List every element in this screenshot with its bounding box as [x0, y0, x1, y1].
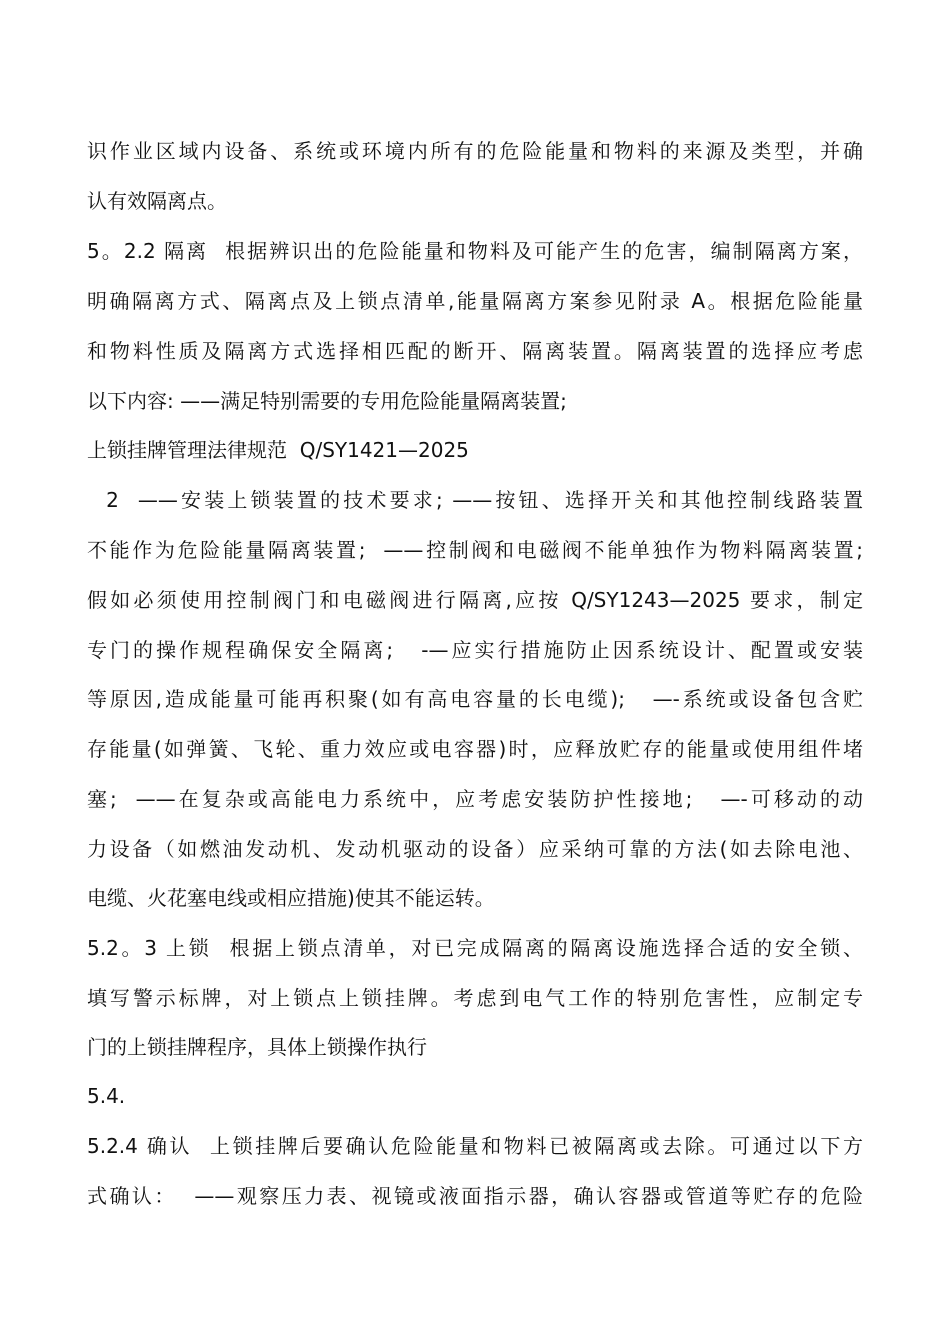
text-line-11: 专门的操作规程确保安全隔离; -—应实行措施防止因系统设计、配置或安装 [87, 638, 863, 662]
text-line-9: 不能作为危险能量隔离装置; ——控制阀和电磁阀不能单独作为物料隔离装置; [87, 538, 863, 562]
text-line-8: 2 ——安装上锁装置的技术要求; ——按钮、选择开关和其他控制线路装置 [87, 488, 863, 512]
text-line-13: 存能量(如弹簧、飞轮、重力效应或电容器)时，应释放贮存的能量或使用组件堵 [87, 737, 863, 761]
text-line-10: 假如必须使用控制阀门和电磁阀进行隔离,应按 Q/SY1243—2025 要求，制定 [87, 588, 863, 612]
text-line-3: 5。2.2 隔离 根据辨识出的危险能量和物料及可能产生的危害，编制隔离方案， [87, 239, 863, 263]
text-line-1: 识作业区域内设备、系统或环境内所有的危险能量和物料的来源及类型，并确 [87, 139, 863, 163]
text-line-21: 5.2.4 确认 上锁挂牌后要确认危险能量和物料已被隔离或去除。可通过以下方 [87, 1134, 863, 1158]
text-line-17: 5.2。3 上锁 根据上锁点清单，对已完成隔离的隔离设施选择合适的安全锁、 [87, 936, 863, 960]
text-line-5: 和物料性质及隔离方式选择相匹配的断开、隔离装置。隔离装置的选择应考虑 [87, 339, 863, 363]
text-line-12: 等原因,造成能量可能再积聚(如有高电容量的长电缆); —-系统或设备包含贮 [87, 687, 863, 711]
text-line-15: 力设备（如燃油发动机、发动机驱动的设备）应采纳可靠的方法(如去除电池、 [87, 837, 863, 861]
text-line-14: 塞; ——在复杂或高能电力系统中，应考虑安装防护性接地; —-可移动的动 [87, 787, 863, 811]
text-line-18: 填写警示标牌，对上锁点上锁挂牌。考虑到电气工作的特别危害性，应制定专 [87, 986, 863, 1010]
text-line-16: 电缆、火花塞电线或相应措施)使其不能运转。 [87, 886, 495, 910]
text-line-19: 门的上锁挂牌程序，具体上锁操作执行 [87, 1035, 427, 1059]
text-line-2: 认有效隔离点。 [87, 189, 227, 213]
text-line-7: 上锁挂牌管理法律规范 Q/SY1421—2025 [87, 438, 469, 462]
text-line-20: 5.4. [87, 1084, 126, 1108]
text-line-22: 式确认： ——观察压力表、视镜或液面指示器，确认容器或管道等贮存的危险 [87, 1184, 863, 1208]
text-line-6: 以下内容: ——满足特别需要的专用危险能量隔离装置; [87, 389, 567, 413]
text-line-4: 明确隔离方式、隔离点及上锁点清单,能量隔离方案参见附录 A。根据危险能量 [87, 289, 863, 313]
